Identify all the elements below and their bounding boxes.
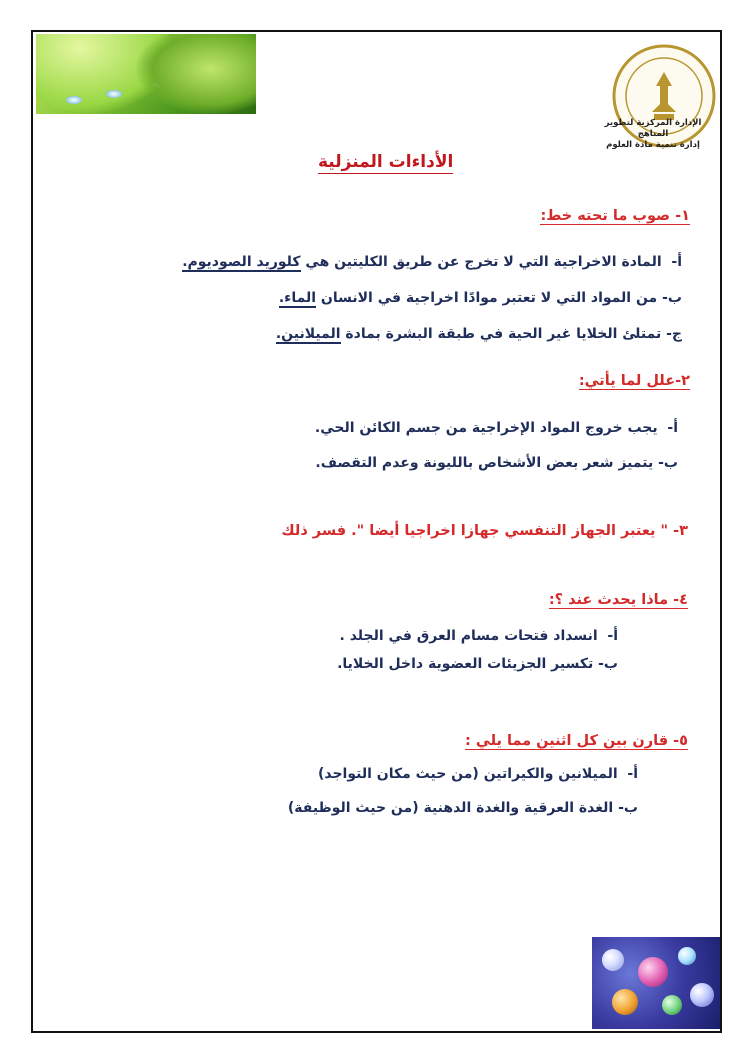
question-5-item-a: أ- الميلانين والكيراتين (من حيث مكان التواجد) [317, 766, 638, 782]
question-2-item-b: ب- يتميز شعر بعض الأشخاص بالليونة وعدم التقصف. [315, 455, 678, 471]
underlined-answer: الميلانين. [275, 326, 341, 342]
question-4-item-b: ب- تكسير الجزيئات العضوية داخل الخلايا. [337, 656, 618, 672]
logo-caption [588, 118, 718, 151]
question-2-heading: ٢-علل لما يأتي: [578, 373, 690, 389]
question-5-heading: ٥- قارن بين كل اثنين مما يلي : [465, 733, 688, 749]
logo-line-2: إدارة تنمية مادة العلوم [606, 140, 700, 150]
underlined-answer: كلوريد الصوديوم. [182, 254, 301, 270]
question-1-item-a: أ- المادة الاخراجية التي لا تخرج عن طريق الكليتين هي كلوريد الصوديوم. [182, 254, 682, 270]
question-2-item-a: أ- يجب خروج المواد الإخراجية من جسم الكائن الحي. [314, 420, 678, 436]
question-1-heading: ١- صوب ما تحته خط: [540, 208, 690, 224]
leaf-decoration-image [36, 34, 256, 114]
question-4-heading: ٤- ماذا يحدث عند ؟: [548, 592, 688, 608]
molecules-decoration-image [592, 937, 720, 1029]
question-4-item-a: أ- انسداد فتحات مسام العرق في الجلد . [339, 628, 618, 644]
underlined-answer: الماء. [278, 290, 317, 306]
logo-line-1: الإدارة المركزية لتطوير المناهج [604, 118, 702, 139]
question-1-item-c: ج- تمتلئ الخلايا غير الحية في طبقة البشرة بمادة الميلانين. [275, 326, 682, 342]
question-5-item-b: ب- الغدة العرقية والغدة الدهنية (من حيث الوظيفة) [287, 800, 638, 816]
page-title: الأداءات المنزلية [318, 152, 454, 172]
question-3-heading: ٣- " يعتبر الجهاز التنفسي جهازا اخراجيا أيضا ". فسر ذلك [281, 523, 688, 539]
question-1-item-b: ب- من المواد التي لا تعتبر موادًا اخراجية في الانسان الماء. [278, 290, 682, 306]
